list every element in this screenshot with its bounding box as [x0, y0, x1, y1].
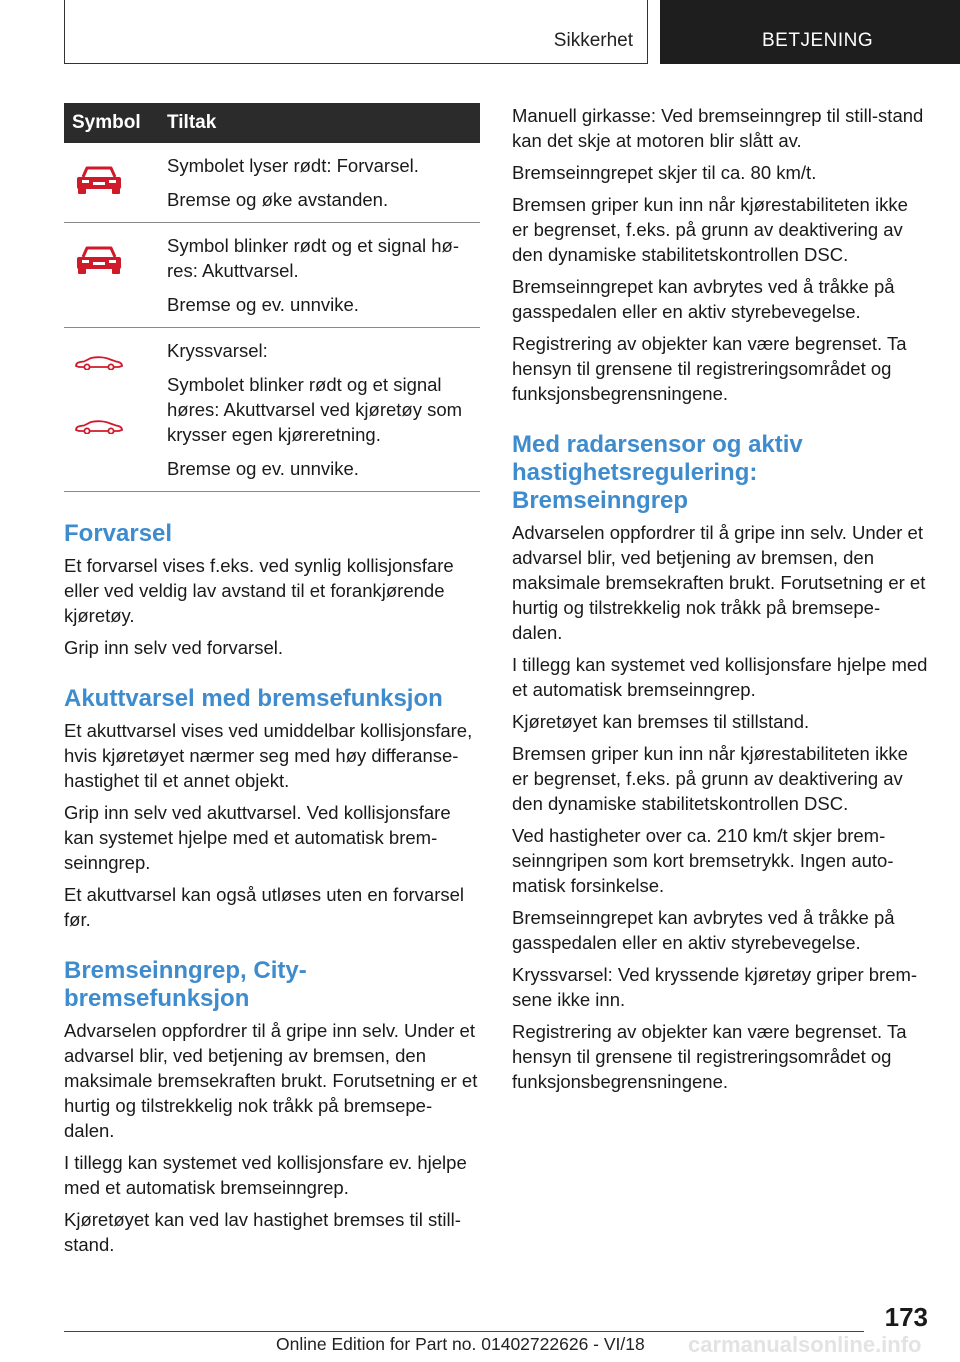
symbol-table [64, 103, 480, 492]
car-front-icon [74, 165, 124, 195]
header-section-label: Sikkerhet [553, 30, 633, 51]
paragraph: Et akuttvarsel vises ved umiddelbar kollisjonsfare, hvis kjøretøyet nærmer seg med høy differanse-hastighet til et annet objekt. [64, 720, 473, 791]
table-text: Symbol blinker rødt og et signal hø-res: Akuttvarsel. [167, 235, 460, 281]
paragraph: Kjøretøyet kan bremses til stillstand. [512, 711, 810, 732]
car-side-icon [74, 356, 124, 370]
car-side-icon [74, 420, 124, 434]
header-section-tab [64, 0, 648, 64]
table-cell-symbol [64, 143, 167, 223]
table-text: Symbolet blinker rødt og et signal høres: Akuttvarsel ved kjøretøy som krysser egen kjøreretning. [167, 374, 463, 445]
car-front-icon [74, 245, 124, 275]
heading-line: Med radarsensor og aktiv [512, 431, 803, 458]
table-text: Bremse og ev. unnvike. [167, 294, 359, 315]
paragraph: Et forvarsel vises f.eks. ved synlig kollisjonsfare eller ved veldig lav avstand til et forankjørende kjøretøy. [64, 555, 454, 626]
paragraph: Bremseinngrepet kan avbrytes ved å tråkke på gasspedalen eller en aktiv styrebevegelse. [512, 907, 895, 953]
table-cell-action [167, 328, 480, 492]
header-chapter-label: BETJENING [762, 30, 874, 51]
table-cell-action [167, 223, 480, 328]
heading-line: Bremseinngrep [512, 487, 689, 514]
paragraph: Bremseinngrepet kan avbrytes ved å tråkke på gasspedalen eller en aktiv styrebevegelse. [512, 276, 895, 322]
table-header-symbol: Symbol [64, 103, 167, 143]
watermark: carmanualsonline.info [688, 1332, 922, 1357]
paragraph: Kjøretøyet kan ved lav hastighet bremses til still-stand. [64, 1209, 461, 1255]
paragraph: Bremseinngrepet skjer til ca. 80 km/t. [512, 162, 817, 183]
table-row [64, 223, 480, 328]
table-text: Bremse og ev. unnvike. [167, 458, 359, 479]
paragraph: Et akuttvarsel kan også utløses uten en forvarsel før. [64, 884, 465, 930]
table-text: Bremse og øke avstanden. [167, 189, 389, 210]
table-text: Kryssvarsel: [167, 340, 268, 361]
paragraph: Bremsen griper kun inn når kjørestabiliteten ikke er begrenset, f.eks. på grunn av deaktivering av den dynamiske stabilitetskontrollen DSC. [512, 194, 908, 265]
right-column [512, 103, 928, 1101]
table-header-action: Tiltak [167, 103, 480, 143]
table-row [64, 328, 480, 492]
heading-radarsensor [512, 431, 928, 515]
heading-forvarsel: Forvarsel [64, 520, 173, 547]
left-column [64, 103, 480, 1264]
header-chapter-tab [660, 0, 960, 64]
paragraph: Grip inn selv ved akuttvarsel. Ved kollisjonsfare kan systemet hjelpe med et automatisk brem-seinngrep. [64, 802, 451, 873]
table-cell-symbol [64, 223, 167, 328]
paragraph: Kryssvarsel: Ved kryssende kjøretøy griper brem-sene ikke inn. [512, 964, 918, 1010]
paragraph: Manuell girkasse: Ved bremseinngrep til still-stand kan det skje at motoren blir slått av. [512, 105, 924, 151]
heading-line: bremsefunksjon [64, 985, 250, 1012]
paragraph: Registrering av objekter kan være begrenset. Ta hensyn til grensene til registreringsområdet og funksjonsbegrensningene. [512, 1021, 907, 1092]
paragraph: Grip inn selv ved forvarsel. [64, 637, 284, 658]
heading-line: Bremseinngrep, City- [64, 957, 307, 984]
table-text: Symbolet lyser rødt: Forvarsel. [167, 155, 419, 176]
paragraph: I tillegg kan systemet ved kollisjonsfare ev. hjelpe med et automatisk bremseinngrep. [64, 1152, 467, 1198]
table-header-row [64, 103, 480, 143]
heading-akuttvarsel: Akuttvarsel med bremsefunksjon [64, 685, 443, 712]
page-number: 173 [884, 1302, 928, 1332]
heading-line: hastighetsregulering: [512, 459, 758, 486]
paragraph: Advarselen oppfordrer til å gripe inn selv. Under et advarsel blir, ved betjening av bremsen, den maksimale bremsekraften brukt. Forutsetning er et hurtig og tilstrekkelig nok tråkk på bremsepe-dalen. [64, 1020, 478, 1141]
paragraph: Registrering av objekter kan være begrenset. Ta hensyn til grensene til registreringsområdet og funksjonsbegrensningene. [512, 333, 907, 404]
paragraph: Ved hastigheter over ca. 210 km/t skjer brem-seinngripen som kort bremsetrykk. Ingen auto-matisk forsinkelse. [512, 825, 894, 896]
paragraph: Advarselen oppfordrer til å gripe inn selv. Under et advarsel blir, ved betjening av bremsen, den maksimale bremsekraften brukt. Forutsetning er et hurtig og tilstrekkelig nok tråkk på bremsepe-dalen. [512, 522, 926, 643]
paragraph: I tillegg kan systemet ved kollisjonsfare hjelpe med et automatisk bremseinngrep. [512, 654, 928, 700]
paragraph: Bremsen griper kun inn når kjørestabiliteten ikke er begrenset, f.eks. på grunn av deaktivering av den dynamiske stabilitetskontrollen DSC. [512, 743, 908, 814]
table-row [64, 143, 480, 223]
footer-edition: Online Edition for Part no. 01402722626 - VI/18 [276, 1334, 645, 1354]
table-cell-action [167, 143, 480, 223]
heading-city-bremsefunksjon [64, 957, 480, 1013]
table-cell-symbol [64, 328, 167, 492]
